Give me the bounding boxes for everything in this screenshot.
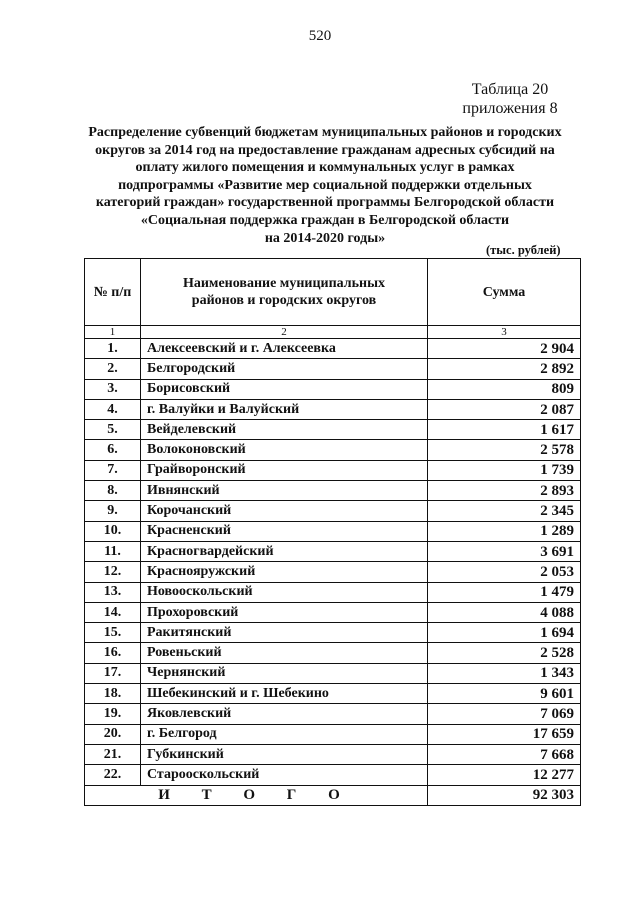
- column-number-row: [85, 326, 581, 339]
- document-heading: [70, 124, 580, 247]
- units-label: (тыс. рублей): [486, 243, 561, 257]
- header-name-line-2: районов и городских округов: [191, 293, 377, 308]
- row-amount: 1 617: [428, 420, 581, 440]
- row-index: 18.: [85, 684, 141, 704]
- row-index: 7.: [85, 460, 141, 480]
- row-name: Чернянский: [141, 663, 428, 683]
- row-index: 1.: [85, 339, 141, 359]
- row-amount: 9 601: [428, 684, 581, 704]
- row-name: Грайворонский: [141, 460, 428, 480]
- table-row: [85, 541, 581, 561]
- table-row: [85, 724, 581, 744]
- table-row: [85, 339, 581, 359]
- header-amount: Сумма: [428, 259, 581, 326]
- table-row: [85, 643, 581, 663]
- table-row: [85, 704, 581, 724]
- heading-line-2: округов за 2014 год на предоставление гражданам адресных субсидий на: [95, 142, 555, 158]
- table-row: [85, 562, 581, 582]
- heading-line-6: «Социальная поддержка граждан в Белгородской области: [140, 212, 510, 228]
- header-name: [141, 259, 428, 326]
- row-index: 5.: [85, 420, 141, 440]
- row-name: Старооскольский: [141, 765, 428, 785]
- row-index: 10.: [85, 521, 141, 541]
- row-index: 6.: [85, 440, 141, 460]
- table-row: [85, 663, 581, 683]
- row-amount: 2 892: [428, 359, 581, 379]
- row-amount: 2 578: [428, 440, 581, 460]
- table-row: [85, 399, 581, 419]
- row-amount: 2 087: [428, 399, 581, 419]
- row-amount: 2 053: [428, 562, 581, 582]
- row-amount: 2 893: [428, 481, 581, 501]
- table-row: [85, 765, 581, 785]
- row-index: 16.: [85, 643, 141, 663]
- row-name: Ровеньский: [141, 643, 428, 663]
- row-name: Новооскольский: [141, 582, 428, 602]
- row-index: 15.: [85, 623, 141, 643]
- row-index: 12.: [85, 562, 141, 582]
- row-index: 2.: [85, 359, 141, 379]
- row-amount: 809: [428, 379, 581, 399]
- heading-line-3: оплату жилого помещения и коммунальных услуг в рамках: [135, 160, 515, 176]
- header-num: № п/п: [85, 259, 141, 326]
- row-name: Белгородский: [141, 359, 428, 379]
- row-amount: 17 659: [428, 724, 581, 744]
- row-name: Борисовский: [141, 379, 428, 399]
- row-amount: 2 528: [428, 643, 581, 663]
- row-amount: 1 289: [428, 521, 581, 541]
- row-amount: 2 904: [428, 339, 581, 359]
- heading-line-5: категорий граждан» государственной программы Белгородской области: [95, 195, 555, 211]
- table-ref-line-1: Таблица 20: [471, 81, 549, 98]
- table-ref-line-2: приложения 8: [462, 100, 558, 117]
- row-index: 11.: [85, 541, 141, 561]
- row-index: 9.: [85, 501, 141, 521]
- heading-line-7: на 2014-2020 годы»: [264, 230, 386, 246]
- table-row: [85, 744, 581, 764]
- row-amount: 1 343: [428, 663, 581, 683]
- table-row: [85, 501, 581, 521]
- row-amount: 1 694: [428, 623, 581, 643]
- row-amount: 7 668: [428, 744, 581, 764]
- table-body: [85, 339, 581, 786]
- row-name: Прохоровский: [141, 602, 428, 622]
- row-amount: 12 277: [428, 765, 581, 785]
- row-index: 14.: [85, 602, 141, 622]
- row-name: г. Валуйки и Валуйский: [141, 399, 428, 419]
- row-name: Волоконовский: [141, 440, 428, 460]
- row-index: 4.: [85, 399, 141, 419]
- table-row: [85, 684, 581, 704]
- header-name-line-1: Наименование муниципальных: [182, 276, 386, 291]
- page-number: 520: [308, 28, 332, 44]
- row-name: Ракитянский: [141, 623, 428, 643]
- row-amount: 3 691: [428, 541, 581, 561]
- table-row: [85, 602, 581, 622]
- row-name: Яковлевский: [141, 704, 428, 724]
- row-amount: 7 069: [428, 704, 581, 724]
- table-row: [85, 481, 581, 501]
- row-index: 22.: [85, 765, 141, 785]
- row-name: Ивнянский: [141, 481, 428, 501]
- table-reference: [440, 80, 580, 118]
- row-amount: 1 479: [428, 582, 581, 602]
- row-name: Краснояружский: [141, 562, 428, 582]
- table-row: [85, 420, 581, 440]
- column-number-3: 3: [428, 326, 581, 339]
- row-index: 21.: [85, 744, 141, 764]
- table-row: [85, 440, 581, 460]
- table-row: [85, 460, 581, 480]
- column-number-1: 1: [85, 326, 141, 339]
- row-index: 8.: [85, 481, 141, 501]
- header-row: [85, 259, 581, 326]
- row-index: 20.: [85, 724, 141, 744]
- total-amount: 92 303: [428, 785, 581, 805]
- row-amount: 4 088: [428, 602, 581, 622]
- subsidy-table: [84, 258, 581, 806]
- row-name: г. Белгород: [141, 724, 428, 744]
- total-row: [85, 785, 581, 805]
- row-index: 3.: [85, 379, 141, 399]
- table-row: [85, 359, 581, 379]
- total-label: И Т О Г О: [85, 785, 428, 805]
- row-amount: 2 345: [428, 501, 581, 521]
- column-number-2: 2: [141, 326, 428, 339]
- row-name: Губкинский: [141, 744, 428, 764]
- row-name: Красногвардейский: [141, 541, 428, 561]
- heading-line-1: Распределение субвенций бюджетам муниципальных районов и городских: [88, 125, 562, 140]
- row-name: Корочанский: [141, 501, 428, 521]
- table-row: [85, 623, 581, 643]
- row-name: Вейделевский: [141, 420, 428, 440]
- table-row: [85, 582, 581, 602]
- row-index: 19.: [85, 704, 141, 724]
- heading-line-4: подпрограммы «Развитие мер социальной поддержки отдельных: [118, 177, 532, 193]
- row-index: 17.: [85, 663, 141, 683]
- table-row: [85, 379, 581, 399]
- row-name: Шебекинский и г. Шебекино: [141, 684, 428, 704]
- row-index: 13.: [85, 582, 141, 602]
- row-name: Алексеевский и г. Алексеевка: [141, 339, 428, 359]
- row-amount: 1 739: [428, 460, 581, 480]
- row-name: Красненский: [141, 521, 428, 541]
- table-row: [85, 521, 581, 541]
